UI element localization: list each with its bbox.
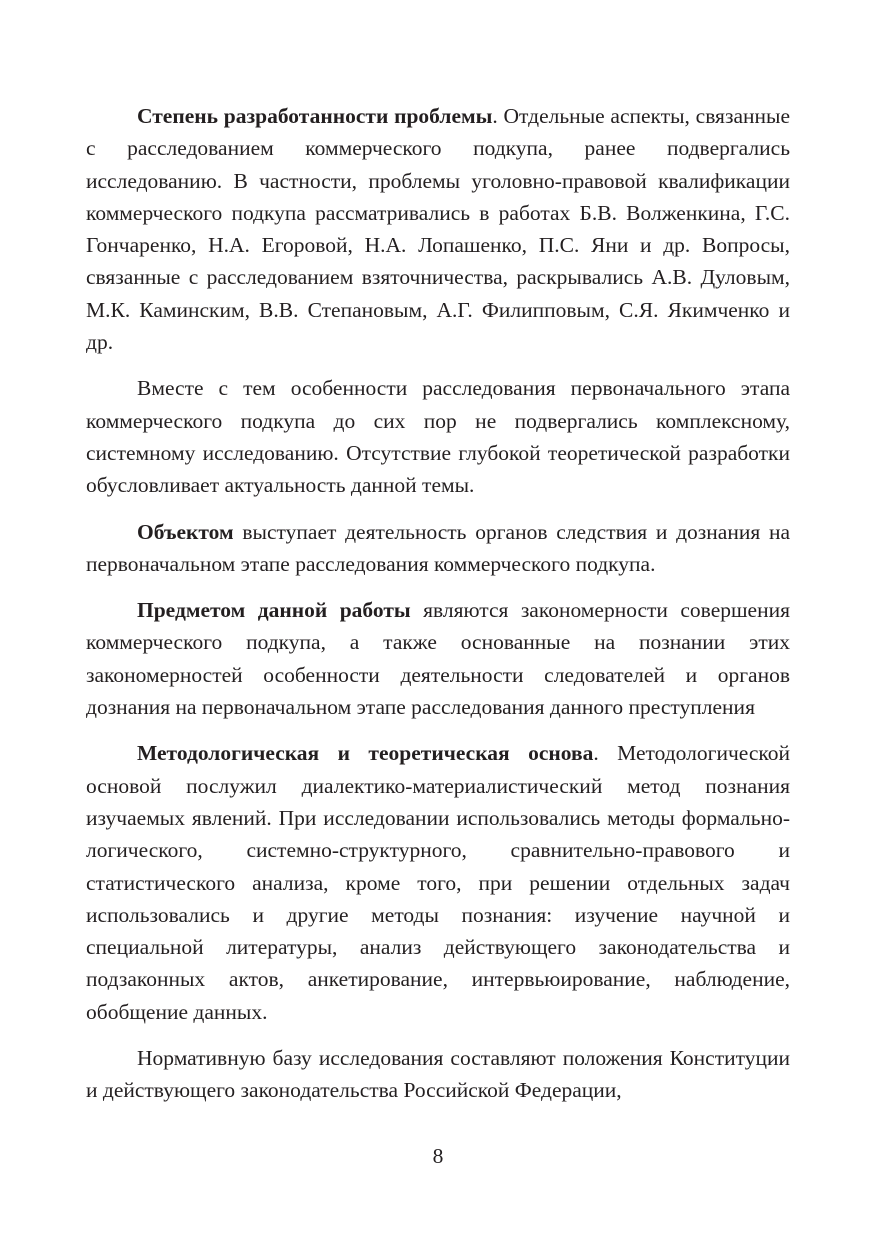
paragraph-text: являются закономерности совершения коммерческого подкупа, а также основанные на познании этих закономерностей особенности деятельности следователей и органов дознания на первоначальном этапе расследования данного преступления xyxy=(86,598,790,720)
paragraph-text: . Методологической основой послужил диалектико-материалистический метод познания изучаемых явлений. При исследовании использовались методы формально-логического, системно-структурного, сравнительно-правового и статистического анализа, кроме того, при решении отдельных задач использовались и другие методы познания: изучение научной и специальной литературы, анализ действующего законодательства и подзаконных актов, анкетирование, интервьюирование, наблюдение, обобщение данных. xyxy=(86,741,791,1024)
paragraph-text: выступает деятельность органов следствия и дознания на первоначальном этапе расследования коммерческого подкупа. xyxy=(86,519,790,576)
paragraph-object xyxy=(86,516,790,581)
paragraph-development-degree xyxy=(86,100,790,358)
paragraph-text: . Отдельные аспекты, связанные с расследованием коммерческого подкупа, ранее подвергались исследованию. В частности, проблемы уголовно-правовой квалификации коммерческого подкупа рассматривались в работах Б.В. Волженкина, Г.С. Гончаренко, Н.А. Егоровой, Н.А. Лопашенко, П.С. Яни и др. Вопросы, связанные с расследованием взяточничества, раскрывались А.В. Дуловым, М.К. Каминским, В.В. Степановым, А.Г. Филипповым, С.Я. Якимченко и др. xyxy=(86,104,790,355)
document-body xyxy=(86,100,790,1121)
paragraph-subject xyxy=(86,594,790,723)
paragraph-text: Вместе с тем особенности расследования первоначального этапа коммерческого подкупа до сих пор не подвергались комплексному, системному исследованию. Отсутствие глубокой теоретической разработки обусловливает актуальность данной темы. xyxy=(86,376,790,498)
paragraph-lead: Методологическая и теоретическая основа xyxy=(137,741,594,766)
paragraph-normative-base xyxy=(86,1042,790,1107)
paragraph-text: Нормативную базу исследования составляют положения Конституции и действующего законодательства Российской Федерации, xyxy=(86,1046,790,1103)
paragraph-methodology xyxy=(86,737,790,1028)
paragraph-lead: Предметом данной работы xyxy=(137,598,411,623)
paragraph-lead: Объектом xyxy=(137,519,234,544)
paragraph-lead: Степень разработанности проблемы xyxy=(137,104,493,128)
page-number: 8 xyxy=(432,1144,444,1168)
paragraph-relevance xyxy=(86,372,790,501)
